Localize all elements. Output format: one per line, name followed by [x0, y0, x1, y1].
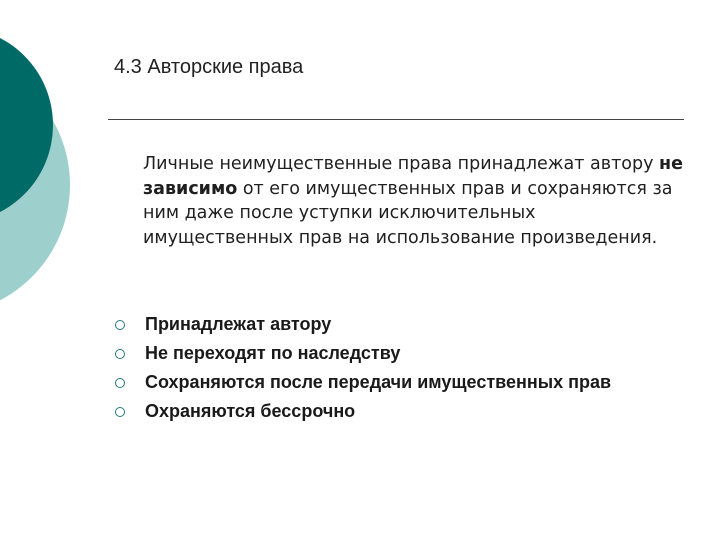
circle-bullet-icon — [115, 349, 125, 359]
bullet-list — [113, 310, 611, 426]
slide-title: 4.3 Авторские права — [114, 56, 304, 78]
circle-bullet-icon — [115, 407, 125, 417]
circle-bullet-icon — [115, 378, 125, 388]
list-item — [113, 339, 611, 368]
bullet-text: Охраняются бессрочно — [145, 401, 356, 421]
decorative-circles — [0, 0, 80, 300]
list-item — [113, 310, 611, 339]
paragraph-text-1: Личные неимущественные права принадлежат автору — [143, 154, 660, 174]
circle-bullet-icon — [115, 320, 125, 330]
paragraph-text-2: от его имущественных прав и сохраняются за ним даже после уступки исключительных имущественных прав на использование произведения. — [143, 178, 673, 248]
bullet-text: Сохраняются после передачи имущественных прав — [145, 372, 612, 392]
paragraph-emphasis: не зависимо — [143, 154, 683, 199]
list-item — [113, 397, 611, 426]
bullet-text: Не переходят по наследству — [145, 343, 401, 363]
title-divider — [108, 119, 684, 120]
list-item — [113, 368, 611, 397]
main-paragraph — [143, 152, 683, 250]
bullet-text: Принадлежат автору — [145, 314, 332, 334]
